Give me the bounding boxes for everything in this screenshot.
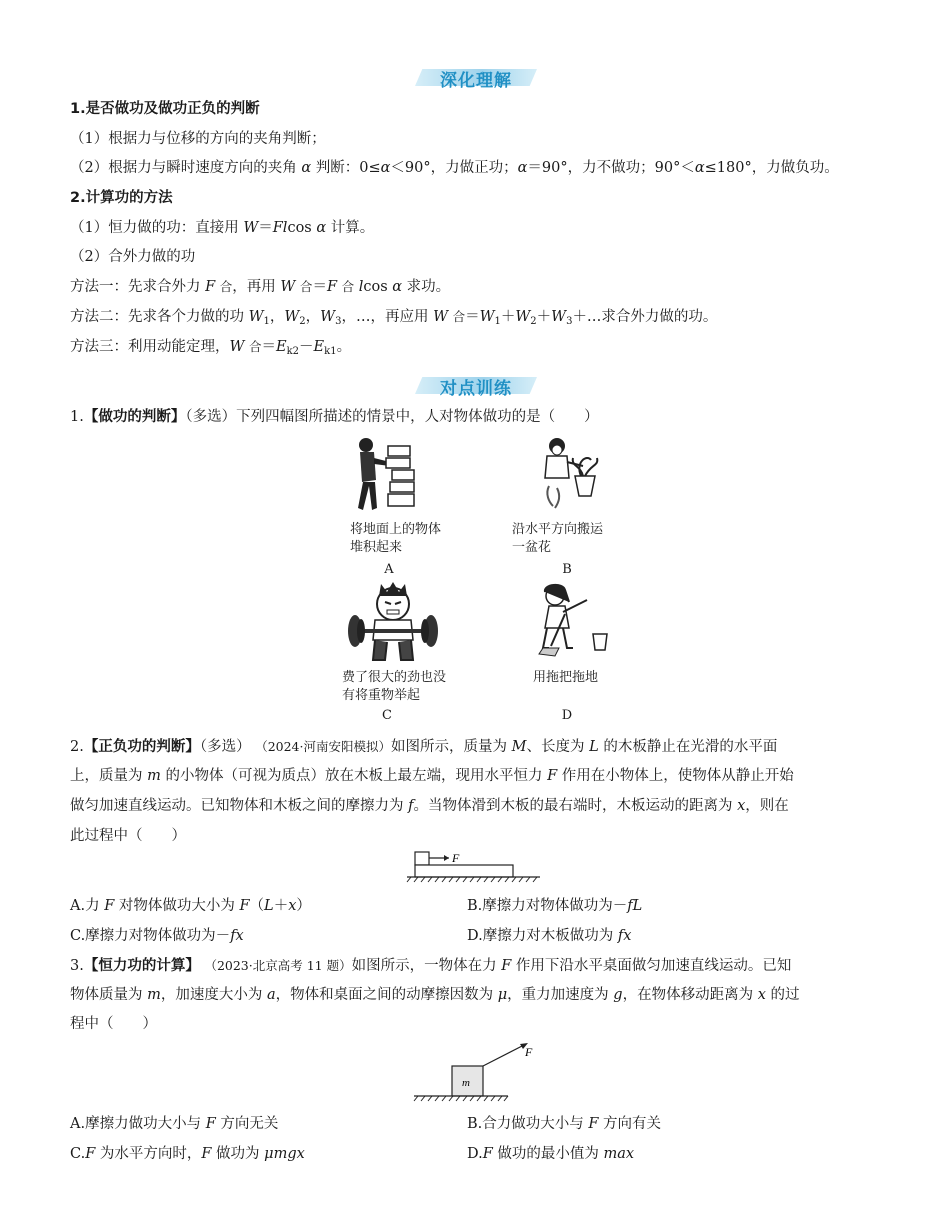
text-line-4: （2）合外力做的功 [70,249,196,265]
mass-label: m [462,1077,470,1089]
figure-mopping [535,582,615,664]
label-b: B [562,562,572,577]
section-banner-title: 深化理解 [440,71,512,91]
force-label: F [525,1045,533,1059]
q3-option-a[interactable]: A.摩擦力做功大小与 F 方向无关 [70,1116,279,1132]
text-line-1: （1）根据力与位移的方向的夹角判断； [70,131,326,147]
figure-block-angled-force [410,1038,550,1104]
section-banner-practice [415,374,537,399]
section-banner-deepen [415,66,537,91]
label-d: D [561,708,573,723]
q3-option-c[interactable]: C.F 为水平方向时，F 做功为 μmgx [70,1146,305,1162]
question-3-line-2: 物体质量为 m，加速度大小为 a，物体和桌面之间的动摩擦因数为 μ，重力加速度为 g，在物体移动距离为 x 的过 [70,987,800,1003]
heading-2: 2.计算功的方法 [70,190,173,206]
question-3-stem: 3.【恒力功的计算】 （2023·北京高考 11 题）如图所示，一物体在力 F 作用下沿水平桌面做匀加速直线运动。已知 [70,958,792,974]
label-a: A [384,562,394,577]
text-line-7: 方法三：利用动能定理，W 合$=E_{k2}-E_{k1}$。 [70,339,352,357]
section-banner-title: 对点训练 [440,379,512,399]
text-line-5: 方法一：先求合外力 F 合，再用 W 合＝F 合 lcos α 求功。 [70,279,451,295]
q2-option-d[interactable]: D.摩擦力对木板做功为 fx [467,928,632,944]
figure-stacking-boxes [350,436,420,518]
question-3-line-3: 程中（ ） [70,1016,157,1032]
question-2-stem: 2.【正负功的判断】（多选） （2024·河南安阳模拟）如图所示，质量为 M、长度为 L 的木板静止在光滑的水平面 [70,739,778,755]
question-2-line-4: 此过程中（ ） [70,828,186,844]
heading-1: 1.是否做功及做功正负的判断 [70,101,260,117]
caption-c: 费了很大的劲也没 有将重物举起 [342,670,447,703]
question-1-stem: 1.【做功的判断】（多选）下列四幅图所描述的情景中，人对物体做功的是（ ） [70,409,599,425]
figure-carrying-flower [535,436,605,518]
q2-option-b[interactable]: B.摩擦力对物体做功为－fL [467,898,643,914]
q2-option-a[interactable]: A.力 F 对物体做功大小为 F（L＋x） [70,898,311,914]
figure-block-on-board [405,848,545,884]
caption-a: 将地面上的物体 堆积起来 [350,522,442,555]
q3-option-b[interactable]: B.合力做功大小与 F 方向有关 [467,1116,662,1132]
force-label: F [452,851,460,865]
figure-weightlifter [345,580,441,664]
question-2-line-2: 上，质量为 m 的小物体（可视为质点）放在木板上最左端，现用水平恒力 F 作用在小物体上，使物体从静止开始 [70,768,794,784]
text-line-2: （2）根据力与瞬时速度方向的夹角 α 判断：0≤α＜90°，力做正功；α＝90°，力不做功；90°＜α≤180°，力做负功。 [70,160,839,176]
question-2-line-3: 做匀加速直线运动。已知物体和木板之间的摩擦力为 f。当物体滑到木板的最右端时，木板运动的距离为 x，则在 [70,798,789,814]
label-c: C [382,708,392,723]
caption-b: 沿水平方向搬运 一盆花 [512,522,604,555]
caption-d: 用拖把拖地 [533,670,599,685]
text-line-6: 方法二：先求各个力做的功 $W_1$，$W_2$，$W_3$，…，再应用 W 合$=W_1+W_2+W_3+\dots$求合外力做的功。 [70,309,718,327]
q2-option-c[interactable]: C.摩擦力对物体做功为－fx [70,928,244,944]
q3-option-d[interactable]: D.F 做功的最小值为 max [467,1146,635,1162]
text-line-3: （1）恒力做的功：直接用 W＝Flcos α 计算。 [70,220,375,236]
